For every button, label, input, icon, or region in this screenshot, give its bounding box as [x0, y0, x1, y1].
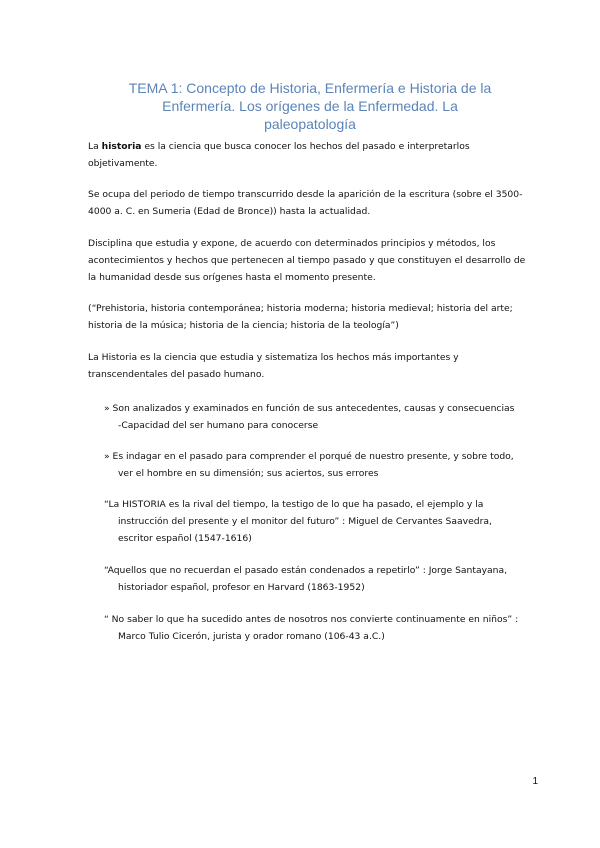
quote-item — [104, 611, 524, 645]
paragraph-science: La Historia es la ciencia que estudia y sistematiza los hechos más importantes y transcendentales del pasado humano. — [88, 352, 459, 380]
title-line-2: Enfermería. Los orígenes de la Enfermedad. La — [162, 98, 458, 115]
bold-term: historia — [101, 141, 142, 152]
paragraph-discipline: Disciplina que estudia y expone, de acuerdo con determinados principios y métodos, los acontecimientos y hechos que pertenecen al tiempo pasado y que constituyen el desarrollo de la humanidad desde sus orígenes hasta el momento presente. — [88, 238, 526, 283]
document-title — [110, 79, 510, 133]
paragraph-types: (“Prehistoria, historia contemporánea; historia moderna; historia medieval; historia del arte; historia de la música; historia de la ciencia; historia de la teología”) — [88, 303, 513, 331]
quote-line: Marco Tulio Cicerón, jurista y orador romano (106-43 a.C.) — [118, 631, 385, 642]
quote-line: “ No saber lo que ha sucedido antes de nosotros nos convierte continuamente en niños” : — [104, 614, 519, 625]
paragraph-text: La — [88, 141, 102, 152]
quote-line: historiador español, profesor en Harvard (1863-1952) — [118, 582, 365, 593]
paragraph-definition — [88, 138, 528, 172]
bullet-line: ver el hombre en su dimensión; sus aciertos, sus errores — [118, 468, 379, 479]
quote-line: “Aquellos que no recuerdan el pasado están condenados a repetirlo” : Jorge Santayana, — [104, 565, 508, 576]
title-line-1: TEMA 1: Concepto de Historia, Enfermería e Historia de la — [128, 80, 492, 97]
quote-line: escritor español (1547-1616) — [118, 533, 252, 544]
title-line-3: paleopatología — [264, 116, 356, 133]
page-number: 1 — [532, 776, 538, 787]
bullet-item — [104, 448, 524, 482]
paragraph-text: es la ciencia que busca conocer los hechos del pasado e interpretarlos objetivamente. — [88, 141, 470, 169]
bullet-line: -Capacidad del ser humano para conocerse — [118, 420, 319, 431]
bullet-item — [104, 400, 524, 434]
quote-item — [104, 562, 524, 596]
bullet-line: » Son analizados y examinados en función de sus antecedentes, causas y consecuencias — [104, 403, 515, 414]
quote-line: instrucción del presente y el monitor del futuro” : Miguel de Cervantes Saavedra, — [118, 516, 492, 527]
bullet-line: » Es indagar en el pasado para comprender el porqué de nuestro presente, y sobre todo, — [104, 451, 514, 462]
quote-line: “La HISTORIA es la rival del tiempo, la testigo de lo que ha pasado, el ejemplo y la — [104, 499, 484, 510]
paragraph-period: Se ocupa del periodo de tiempo transcurrido desde la aparición de la escritura (sobre el 3500-4000 a. C. en Sumeria (Edad de Bronce)) hasta la actualidad. — [88, 189, 523, 217]
quote-item — [104, 496, 524, 547]
